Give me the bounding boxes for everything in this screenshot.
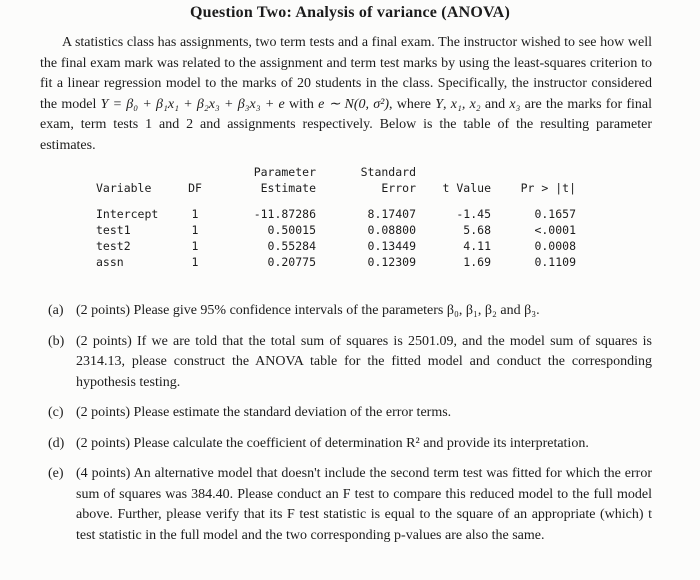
table-cell: 1 [191, 255, 199, 269]
question-label: (b) [48, 333, 65, 349]
question-item-e [48, 464, 652, 546]
table-row [96, 206, 576, 222]
table-cell: 0.13449 [367, 239, 416, 253]
table-cell: 0.1657 [534, 207, 576, 221]
table-cell: assn [96, 255, 124, 269]
header-cell: Standard [360, 165, 416, 179]
question-text: (2 points) If we are told that the total sum of squares is 2501.09, and the model sum of squares is 2314.13, please construct the ANOVA table for the fitted model and conduct the corresponding hypothesis testing. [76, 333, 652, 390]
table-cell: 0.55284 [267, 239, 316, 253]
header-cell: DF [188, 181, 202, 195]
table-cell: -1.45 [456, 207, 491, 221]
table-cell: test1 [96, 223, 131, 237]
table-cell: 1 [191, 207, 199, 221]
header-cell [96, 164, 182, 180]
header-cell: Estimate [260, 181, 316, 195]
table-cell: 4.11 [463, 239, 491, 253]
table-cell: 1 [191, 239, 199, 253]
intro-paragraph [40, 33, 652, 156]
table-row [96, 254, 576, 270]
question-text: (2 points) Please give 95% confidence intervals of the parameters β₀, β₁, β₂ and β₃. [76, 303, 540, 318]
table-cell: 0.12309 [367, 255, 416, 269]
header-cell: Error [381, 181, 416, 195]
intro-text-1: A statistics class has assignments, two term tests and a final exam. The instructor wished to see how well the final exam mark was related to the assignment and term test marks by using the least-squares criterion to fit a linear regression model to the marks of 20 students in the class. Specifically, the instructor considered the model [40, 35, 652, 112]
header-cell: t Value [442, 181, 491, 195]
question-item-b [48, 332, 652, 394]
question-item-a [48, 301, 652, 322]
table-cell: Intercept [96, 207, 159, 221]
question-item-c [48, 403, 652, 424]
table-cell: test2 [96, 239, 131, 253]
header-cell [416, 164, 491, 180]
header-cell [491, 164, 576, 180]
table-cell: 1.69 [463, 255, 491, 269]
table-cell: 0.08800 [367, 223, 416, 237]
question-label: (c) [48, 405, 64, 420]
table-row [96, 222, 576, 238]
table-cell: 0.20775 [267, 255, 316, 269]
table-cell: 1 [191, 223, 199, 237]
table-row [96, 238, 576, 254]
header-cell [182, 164, 208, 180]
question-list [48, 301, 652, 556]
table-cell: 8.17407 [367, 207, 416, 221]
predictor-variables: x₁, x₂ [450, 96, 481, 112]
model-equation: Y = β₀ + β₁x₁ + β₂x₃ + β₃x₃ + e [100, 96, 285, 112]
table-cell: 0.1109 [534, 255, 576, 269]
intro-text-2: with [284, 96, 319, 112]
table-header-bottom [96, 180, 576, 196]
intro-text-6: are the marks for final exam, term tests 1 and 2 and assignments respectively. Below is the table of the resulting parameter estimates. [40, 96, 652, 153]
table-cell: <.0001 [534, 223, 576, 237]
parameter-estimates-table [96, 164, 576, 270]
intro-text-3: , where [389, 96, 436, 112]
question-label: (a) [48, 303, 64, 318]
header-cell: Pr > |t| [520, 181, 576, 195]
question-label: (d) [48, 435, 65, 451]
table-cell: 0.50015 [267, 223, 316, 237]
table-cell: 5.68 [463, 223, 491, 237]
intro-text-5: and [480, 96, 510, 112]
header-cell: Parameter [253, 165, 316, 179]
response-variable: Y [435, 96, 444, 112]
error-distribution: e ∼ N(0, σ²) [318, 96, 390, 112]
header-cell: Variable [96, 181, 152, 195]
table-cell: -11.87286 [253, 207, 316, 221]
question-text: (2 points) Please estimate the standard deviation of the error terms. [76, 405, 452, 420]
question-item-d [48, 434, 652, 455]
question-label: (e) [48, 466, 64, 481]
table-spacer [96, 196, 576, 206]
question-title: Question Two: Analysis of variance (ANOVA) [190, 4, 510, 21]
table-cell: 0.0008 [534, 239, 576, 253]
question-text: (4 points) An alternative model that doesn't include the second term test was fitted for which the error sum of squares was 384.40. Please conduct an F test to compare this reduced model to the full model above. Further, please verify that its F test statistic is equal to the square of an appropriate (which) t test statistic in the full model and the two corresponding p-values are also the same. [76, 466, 652, 543]
predictor-variable-x3: x₃ [509, 96, 521, 112]
intro-text-4: , [443, 96, 451, 112]
question-text: (2 points) Please calculate the coefficient of determination R² and provide its interpretation. [76, 435, 589, 451]
table-header-top [96, 164, 576, 180]
